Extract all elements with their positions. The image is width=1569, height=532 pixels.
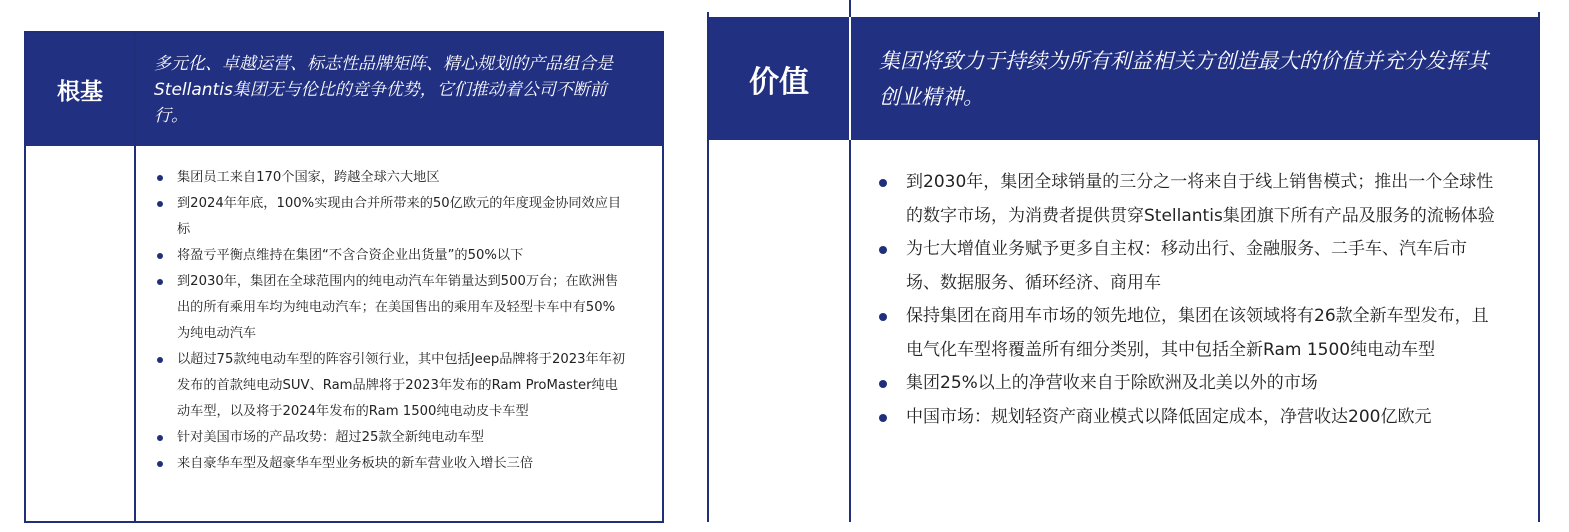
foundation-panel <box>24 31 664 523</box>
list-item <box>157 243 626 269</box>
list-item <box>157 269 626 347</box>
list-item-text: 集团25%以上的净营收来自于除欧洲及北美以外的市场 <box>906 373 1318 393</box>
bullet-icon <box>157 253 163 259</box>
value-header <box>709 17 1538 140</box>
list-item <box>879 233 1498 300</box>
list-item-text: 为七大增值业务赋予更多自主权：移动出行、金融服务、二手车、汽车后市场、数据服务、循环经济、商用车 <box>906 239 1467 293</box>
value-label: 价值 <box>749 64 809 100</box>
list-item-text: 集团员工来自170个国家，跨越全球六大地区 <box>177 170 440 185</box>
bullet-icon <box>879 246 887 254</box>
list-item <box>157 451 626 477</box>
bullet-icon <box>879 380 887 388</box>
column-divider <box>134 33 136 521</box>
list-item <box>157 425 626 451</box>
foundation-label: 根基 <box>57 79 103 105</box>
header-divider <box>849 17 851 140</box>
list-item <box>157 165 626 191</box>
bullet-icon <box>879 179 887 187</box>
bullet-icon <box>879 414 887 422</box>
list-item <box>879 166 1498 233</box>
list-item <box>157 191 626 243</box>
list-item-text: 来自豪华车型及超豪华车型业务板块的新车营业收入增长三倍 <box>177 456 534 471</box>
foundation-list <box>157 165 626 477</box>
value-header-text: 集团将致力于持续为所有利益相关方创造最大的价值并充分发挥其创业精神。 <box>879 48 1488 109</box>
foundation-header-text: 多元化、卓越运营、标志性品牌矩阵、精心规划的产品组合是Stellantis集团无与伦比的竞争优势，它们推动着公司不断前行。 <box>154 53 613 126</box>
list-item <box>879 300 1498 367</box>
list-item-text: 到2030年，集团在全球范围内的纯电动汽车年销量达到500万台；在欧洲售出的所有乘用车均为纯电动汽车；在美国售出的乘用车及轻型卡车中有50%为纯电动汽车 <box>177 274 619 341</box>
bullet-icon <box>157 461 163 467</box>
list-item-text: 中国市场：规划轻资产商业模式以降低固定成本，净营收达200亿欧元 <box>906 406 1432 427</box>
bullet-icon <box>157 435 163 441</box>
bullet-icon <box>157 175 163 181</box>
foundation-header <box>26 33 662 146</box>
list-item <box>157 347 626 425</box>
bullet-icon <box>879 313 887 321</box>
list-item-text: 将盈亏平衡点维持在集团“不含合资企业出货量”的50%以下 <box>177 248 524 263</box>
list-item-text: 保持集团在商用车市场的领先地位，集团在该领域将有26款全新车型发布，且电气化车型将覆盖所有细分类别，其中包括全新Ram 1500纯电动车型 <box>906 306 1489 360</box>
list-item <box>879 367 1498 401</box>
list-item-text: 针对美国市场的产品攻势：超过25款全新纯电动车型 <box>177 430 484 445</box>
bullet-icon <box>157 357 163 363</box>
list-item-text: 到2024年年底，100%实现由合并所带来的50亿欧元的年度现金协同效应目标 <box>177 196 622 237</box>
list-item <box>879 401 1498 435</box>
bullet-icon <box>157 279 163 285</box>
value-panel <box>707 12 1540 522</box>
value-list <box>879 166 1498 434</box>
list-item-text: 到2030年，集团全球销量的三分之一将来自于线上销售模式；推出一个全球性的数字市场，为消费者提供贯穿Stellantis集团旗下所有产品及服务的流畅体验 <box>906 172 1495 226</box>
list-item-text: 以超过75款纯电动车型的阵容引领行业，其中包括Jeep品牌将于2023年年初发布的首款纯电动SUV、Ram品牌将于2023年发布的Ram ProMaster纯电动车型，以及将于2024年发布的Ram 1500纯电动皮卡车型 <box>177 352 626 419</box>
bullet-icon <box>157 201 163 207</box>
